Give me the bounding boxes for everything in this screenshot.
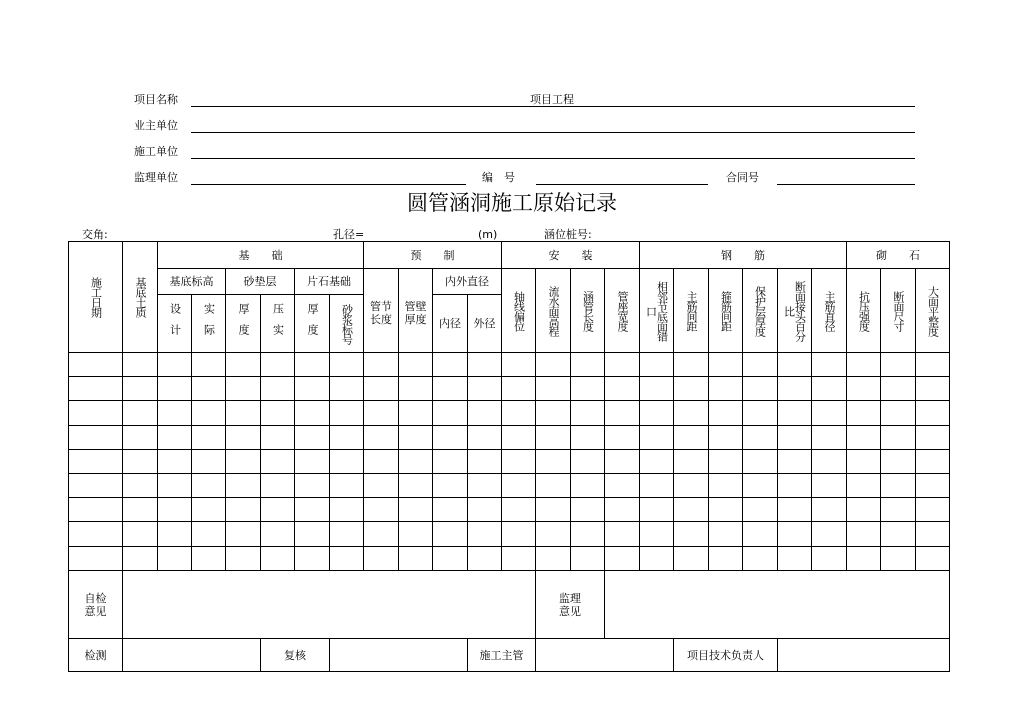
- contractor-label: 施工单位: [134, 145, 178, 158]
- col-strength: 抗压强度: [857, 290, 871, 331]
- col-inner: 内径: [439, 317, 461, 330]
- col-inner-outer-dia: 内外直径: [445, 275, 489, 288]
- contract-line: [777, 184, 915, 185]
- number-line: [536, 184, 708, 185]
- grid-line: [68, 473, 949, 474]
- col-section-size: 断面尺寸: [892, 290, 905, 331]
- grid-line: [68, 400, 949, 401]
- grid-line: [68, 497, 949, 498]
- grid-line: [68, 376, 949, 377]
- col-thickness-2: 厚度: [306, 302, 319, 345]
- group-precast: 预 制: [410, 248, 455, 262]
- table-border-right: [949, 241, 950, 672]
- grid-line: [68, 546, 949, 547]
- col-stone-base: 片石基础: [307, 275, 351, 288]
- col-main-spacing: 主筋间距: [685, 290, 698, 331]
- site-manager-label: 施工主管: [479, 648, 524, 662]
- project-name-line: [191, 106, 915, 107]
- document-title: 圆管涵洞施工原始记录: [407, 191, 617, 215]
- number-label: 编 号: [482, 171, 515, 184]
- col-flow-elev: 流水面高程: [547, 285, 560, 336]
- unit-label: (m): [478, 228, 498, 241]
- supervision-label: 监理意见: [559, 591, 581, 618]
- grid-line: [68, 425, 949, 426]
- col-outer: 外径: [473, 317, 496, 330]
- col-actual: 实际: [202, 302, 216, 345]
- contract-label: 合同号: [726, 171, 759, 184]
- group-rebar: 钢 筋: [721, 248, 765, 262]
- col-flatness: 大面平整度: [926, 285, 940, 336]
- owner-label: 业主单位: [134, 119, 178, 132]
- angle-label: 交角:: [82, 228, 108, 241]
- col-sand-cushion: 砂垫层: [243, 275, 277, 288]
- col-pipe-length: 管节长度: [370, 299, 392, 326]
- span-label: 孔径=: [333, 228, 365, 241]
- col-main-dia: 主筋直径: [823, 290, 836, 331]
- tech-lead-label: 项目技术负责人: [687, 648, 764, 662]
- col-base-elev: 基底标高: [169, 275, 214, 288]
- col-culvert-length: 涵管长度: [581, 290, 595, 331]
- group-masonry: 砌 石: [876, 248, 920, 262]
- project-name-label: 项目名称: [134, 93, 178, 106]
- grid-line: [68, 521, 949, 522]
- table-border-bottom: [68, 671, 950, 672]
- col-joint-offset: 相邻节底面错口: [644, 280, 669, 341]
- col-cover: 保护层厚度: [753, 285, 767, 336]
- col-design: 设计: [168, 302, 182, 345]
- col-wall-thickness: 管壁厚度: [404, 299, 427, 326]
- col-axis-offset: 轴线偏位: [512, 290, 526, 331]
- review-label: 复核: [284, 648, 306, 662]
- col-mortar: 砂浆标号: [340, 303, 354, 344]
- col-stirrup-spacing: 箍筋间距: [719, 290, 733, 331]
- col-seat-width: 管座宽度: [616, 290, 629, 331]
- group-install: 安 装: [548, 248, 593, 262]
- grid-line: [68, 570, 949, 571]
- owner-line: [191, 132, 915, 133]
- contractor-line: [191, 158, 915, 159]
- self-check-label: 自检意见: [84, 591, 107, 618]
- supervisor-line: [191, 184, 466, 185]
- station-label: 涵位桩号:: [544, 228, 592, 241]
- supervisor-label: 监理单位: [134, 171, 178, 184]
- grid-line: [329, 638, 330, 671]
- col-compaction: 压实: [271, 302, 285, 345]
- project-name-value: 项目工程: [530, 93, 574, 106]
- inspect-label: 检测: [84, 648, 107, 662]
- grid-line: [68, 352, 949, 353]
- group-foundation: 基 础: [238, 248, 283, 262]
- col-soil: 基底土质: [134, 277, 147, 317]
- col-thickness-1: 厚度: [237, 302, 250, 345]
- grid-line: [122, 570, 123, 671]
- col-date: 施工日期: [89, 277, 103, 317]
- grid-line: [68, 449, 949, 450]
- col-splice-pct: 断面接头百分比: [782, 280, 807, 341]
- grid-line: [535, 638, 536, 671]
- grid-line: [777, 638, 778, 671]
- grid-line: [604, 570, 605, 638]
